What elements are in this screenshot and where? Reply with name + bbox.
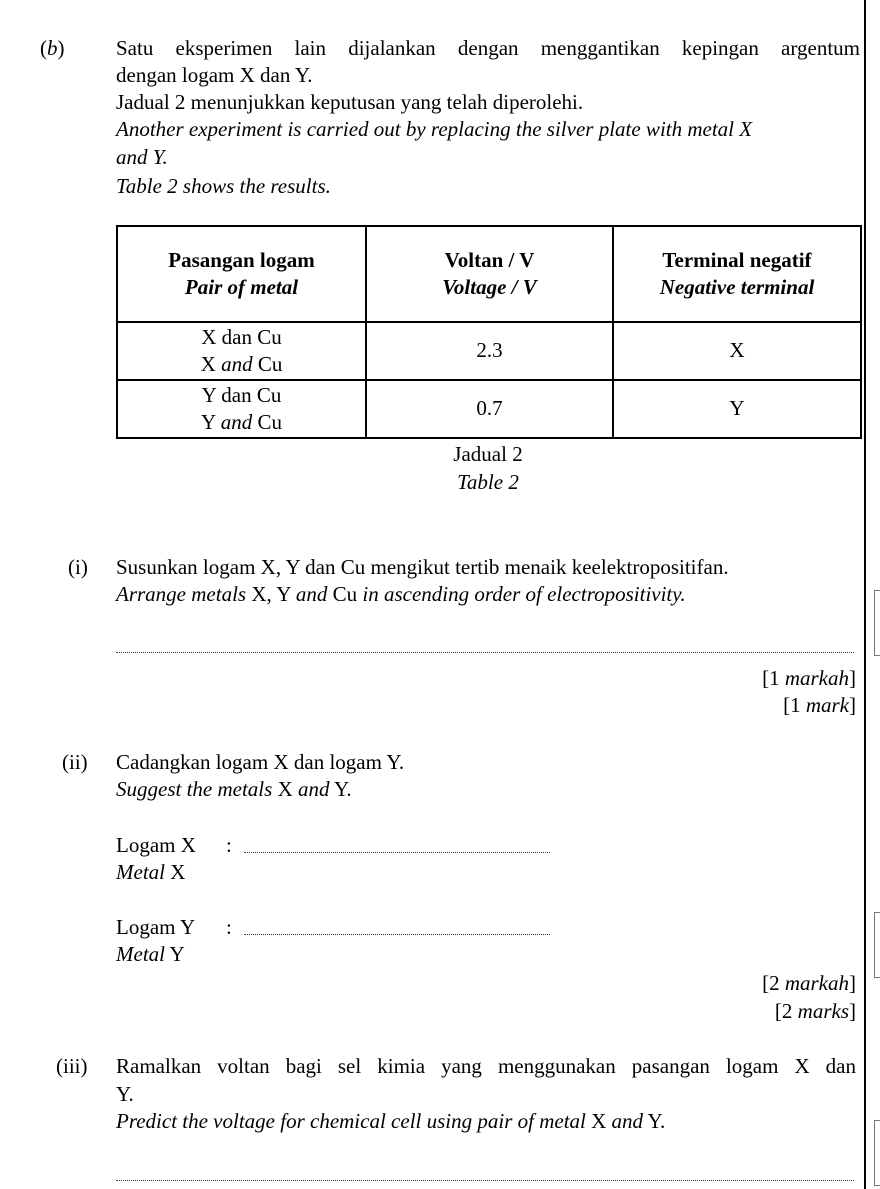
header-pair-of-metal: Pasangan logam Pair of metal	[117, 226, 366, 322]
intro-ms-line1: Satu eksperimen lain dijalankan dengan menggantikan kepingan argentum	[116, 36, 860, 60]
q2-mark-ms: [2 markah]	[762, 971, 856, 995]
cell-voltage: 2.3	[366, 322, 613, 380]
cell-pair: X dan Cu X and Cu	[117, 322, 366, 380]
q1-mark-en: [1 mark]	[783, 693, 856, 717]
score-box-q1	[874, 590, 880, 656]
q3-text-ms-line2: Y.	[116, 1082, 134, 1106]
header-negative-terminal: Terminal negatif Negative terminal	[613, 226, 861, 322]
logam-y-label: Logam Y	[116, 915, 196, 939]
logam-x-colon: :	[226, 833, 232, 857]
table-row	[117, 322, 861, 380]
q2-text-ms: Cadangkan logam X dan logam Y.	[116, 750, 405, 774]
cell-pair: Y dan Cu Y and Cu	[117, 380, 366, 438]
score-box-q2	[874, 912, 880, 978]
q3-number: (iii)	[56, 1054, 88, 1078]
q1-mark-ms: [1 markah]	[762, 666, 856, 690]
q1-text-en: Arrange metals X, Y and Cu in ascending order of electropositivity.	[116, 582, 686, 606]
metal-x-answer-line[interactable]	[244, 852, 550, 853]
q1-answer-line[interactable]	[116, 652, 854, 653]
table-row	[117, 380, 861, 438]
q2-text-en: Suggest the metals X and Y.	[116, 777, 352, 801]
results-table	[116, 225, 862, 439]
q1-number: (i)	[68, 555, 88, 579]
q2-number: (ii)	[62, 750, 88, 774]
table-caption-ms: Jadual 2	[453, 442, 523, 466]
q3-text-ms-line1: Ramalkan voltan bagi sel kimia yang menggunakan pasangan logam X dan	[116, 1054, 856, 1078]
metal-y-answer-line[interactable]	[244, 934, 550, 935]
metal-y-label-en: Metal Y	[116, 942, 185, 966]
cell-negative-terminal: X	[613, 322, 861, 380]
q1-text-ms: Susunkan logam X, Y dan Cu mengikut tertib menaik keelektropositifan.	[116, 555, 729, 579]
metal-x-label-en: Metal X	[116, 860, 186, 884]
part-label: (b)	[40, 36, 65, 60]
table-header-row	[117, 226, 861, 322]
part-letter: b	[47, 36, 58, 60]
header-voltage: Voltan / V Voltage / V	[366, 226, 613, 322]
logam-y-colon: :	[226, 915, 232, 939]
intro-ms-line2: dengan logam X dan Y.	[116, 63, 313, 87]
logam-x-label: Logam X	[116, 833, 196, 857]
q2-mark-en: [2 marks]	[774, 999, 856, 1023]
intro-en-line3: Table 2 shows the results.	[116, 174, 331, 198]
intro-en-line1: Another experiment is carried out by replacing the silver plate with metal X	[116, 117, 753, 141]
q3-answer-line[interactable]	[116, 1180, 854, 1181]
intro-ms-line3: Jadual 2 menunjukkan keputusan yang telah diperolehi.	[116, 90, 584, 114]
q3-text-en: Predict the voltage for chemical cell using pair of metal X and Y.	[116, 1109, 666, 1133]
intro-en-line2: and Y.	[116, 145, 168, 169]
score-box-q3	[874, 1120, 880, 1186]
cell-negative-terminal: Y	[613, 380, 861, 438]
table-caption-en: Table 2	[457, 470, 519, 494]
page-margin-line	[864, 0, 866, 1189]
cell-voltage: 0.7	[366, 380, 613, 438]
